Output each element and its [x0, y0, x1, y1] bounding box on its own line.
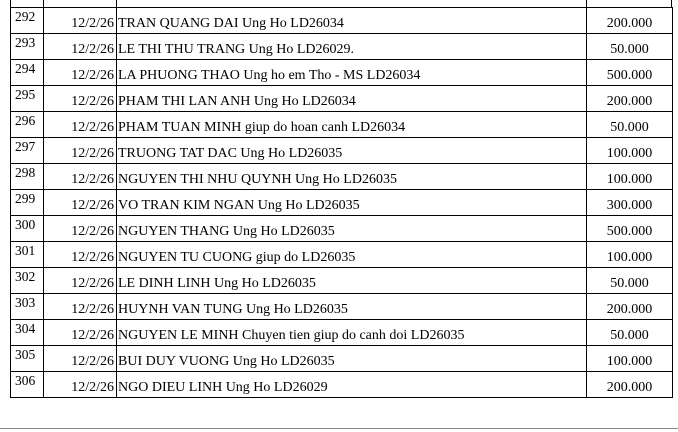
date-cell: 12/2/26 [44, 86, 117, 112]
description-cell: NGUYEN THANG Ung Ho LD26035 [117, 216, 587, 242]
table-row [11, 8, 673, 34]
description-cell: PHAM TUAN MINH giup do hoan canh LD26034 [117, 112, 587, 138]
description-cell: BUI DUY VUONG Ung Ho LD26035 [117, 346, 587, 372]
description-cell: NGUYEN LE MINH Chuyen tien giup do canh doi LD26035 [117, 320, 587, 346]
date-cell: 12/2/26 [44, 320, 117, 346]
table-row [11, 294, 673, 320]
amount-cell: 500.000 [587, 216, 673, 242]
amount-cell: 200.000 [587, 372, 673, 398]
table-row [11, 86, 673, 112]
row-number-cell: 294 [11, 60, 44, 86]
date-cell: 12/2/26 [44, 138, 117, 164]
description-cell: PHAM THI LAN ANH Ung Ho LD26034 [117, 86, 587, 112]
description-cell: LA PHUONG THAO Ung ho em Tho - MS LD26034 [117, 60, 587, 86]
description-cell: NGO DIEU LINH Ung Ho LD26029 [117, 372, 587, 398]
table-row [11, 138, 673, 164]
date-cell: 12/2/26 [44, 8, 117, 34]
description-cell: LE THI THU TRANG Ung Ho LD26029. [117, 34, 587, 60]
amount-cell: 100.000 [587, 346, 673, 372]
description-cell: NGUYEN THI NHU QUYNH Ung Ho LD26035 [117, 164, 587, 190]
row-number-cell: 305 [11, 346, 44, 372]
table-row [11, 320, 673, 346]
table-row [11, 268, 673, 294]
amount-cell: 200.000 [587, 294, 673, 320]
date-cell: 12/2/26 [44, 164, 117, 190]
table-row [11, 372, 673, 398]
donation-table [10, 7, 673, 398]
amount-cell: 100.000 [587, 242, 673, 268]
table-row [11, 164, 673, 190]
amount-cell: 50.000 [587, 112, 673, 138]
row-number-cell: 302 [11, 268, 44, 294]
table-row [11, 346, 673, 372]
table-row [11, 60, 673, 86]
table-row [11, 34, 673, 60]
amount-cell: 300.000 [587, 190, 673, 216]
table-row [11, 190, 673, 216]
description-cell: TRUONG TAT DAC Ung Ho LD26035 [117, 138, 587, 164]
donation-table-body [11, 8, 673, 398]
row-number-cell: 303 [11, 294, 44, 320]
row-number-cell: 292 [11, 8, 44, 34]
row-number-cell: 300 [11, 216, 44, 242]
description-cell: VO TRAN KIM NGAN Ung Ho LD26035 [117, 190, 587, 216]
amount-cell: 500.000 [587, 60, 673, 86]
row-number-cell: 298 [11, 164, 44, 190]
date-cell: 12/2/26 [44, 60, 117, 86]
page-bottom-divider [0, 428, 678, 429]
row-number-cell: 297 [11, 138, 44, 164]
row-number-cell: 299 [11, 190, 44, 216]
table-row [11, 112, 673, 138]
date-cell: 12/2/26 [44, 372, 117, 398]
date-cell: 12/2/26 [44, 242, 117, 268]
row-number-cell: 293 [11, 34, 44, 60]
date-cell: 12/2/26 [44, 216, 117, 242]
date-cell: 12/2/26 [44, 294, 117, 320]
amount-cell: 100.000 [587, 164, 673, 190]
amount-cell: 100.000 [587, 138, 673, 164]
description-cell: NGUYEN TU CUONG giup do LD26035 [117, 242, 587, 268]
row-number-cell: 304 [11, 320, 44, 346]
description-cell: TRAN QUANG DAI Ung Ho LD26034 [117, 8, 587, 34]
date-cell: 12/2/26 [44, 112, 117, 138]
amount-cell: 50.000 [587, 34, 673, 60]
row-number-cell: 296 [11, 112, 44, 138]
amount-cell: 200.000 [587, 8, 673, 34]
table-row [11, 216, 673, 242]
amount-cell: 200.000 [587, 86, 673, 112]
amount-cell: 50.000 [587, 320, 673, 346]
row-number-cell: 295 [11, 86, 44, 112]
date-cell: 12/2/26 [44, 346, 117, 372]
date-cell: 12/2/26 [44, 190, 117, 216]
date-cell: 12/2/26 [44, 34, 117, 60]
date-cell: 12/2/26 [44, 268, 117, 294]
description-cell: HUYNH VAN TUNG Ung Ho LD26035 [117, 294, 587, 320]
row-number-cell: 306 [11, 372, 44, 398]
table-row [11, 242, 673, 268]
row-number-cell: 301 [11, 242, 44, 268]
amount-cell: 50.000 [587, 268, 673, 294]
description-cell: LE DINH LINH Ung Ho LD26035 [117, 268, 587, 294]
